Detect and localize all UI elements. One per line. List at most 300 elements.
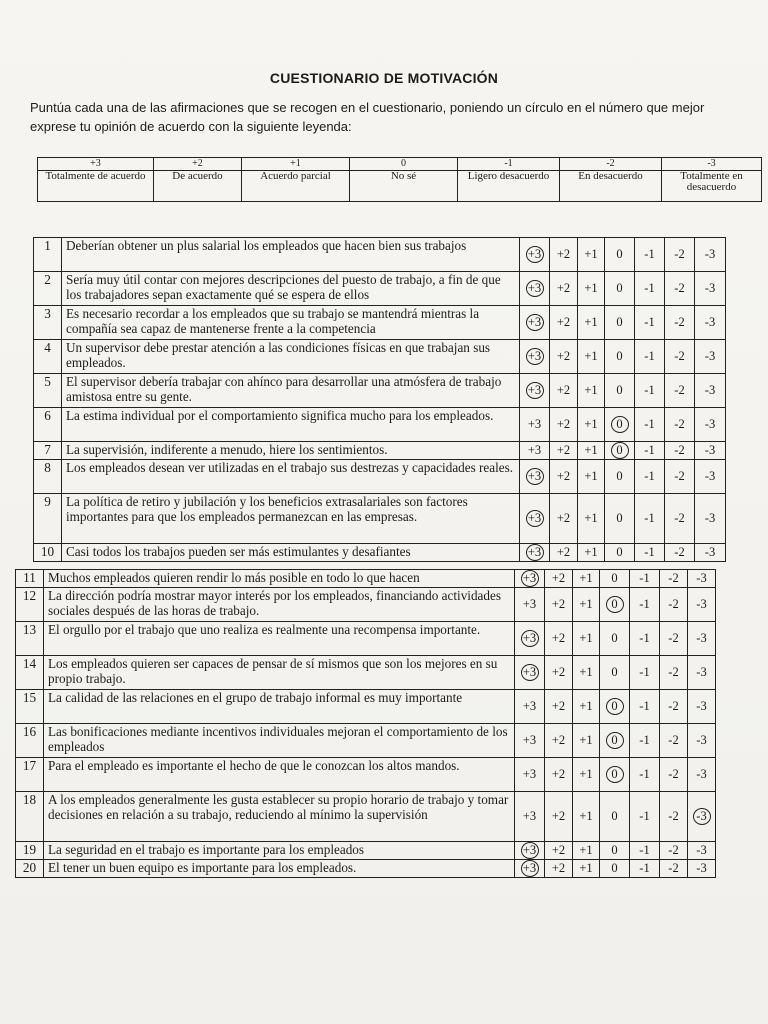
rating-value: -1	[639, 843, 650, 857]
question-text: Los empleados desean ver utilizadas en el trabajo sus destrezas y capacidades reales.	[62, 460, 520, 494]
rating-option[interactable]	[635, 494, 665, 544]
legend-label: Ligero desacuerdo	[458, 171, 560, 202]
rating-option[interactable]	[600, 588, 630, 622]
rating-value: +2	[551, 571, 566, 585]
rating-option[interactable]	[600, 792, 630, 842]
rating-value: -2	[668, 843, 679, 857]
rating-value: -3	[696, 733, 707, 747]
rating-value: +1	[579, 767, 593, 781]
rating-value: -1	[639, 631, 650, 645]
rating-value: -2	[668, 699, 679, 713]
rating-option[interactable]	[515, 860, 545, 878]
rating-option[interactable]	[578, 494, 605, 544]
question-text: Es necesario recordar a los empleados que su trabajo se mantendrá mientras la compañía sea capaz de mantenerse frente a la competencia	[62, 306, 520, 340]
rating-option[interactable]	[515, 842, 545, 860]
rating-option[interactable]	[600, 758, 630, 792]
rating-option[interactable]	[630, 842, 660, 860]
question-row	[16, 588, 716, 622]
rating-option[interactable]	[573, 860, 600, 878]
question-number: 4	[34, 340, 62, 374]
selected-rating-circle: +3	[526, 544, 544, 561]
rating-value: -1	[644, 281, 655, 295]
rating-option[interactable]	[630, 758, 660, 792]
rating-option[interactable]	[660, 860, 688, 878]
question-row	[16, 570, 716, 588]
rating-value: 0	[611, 843, 618, 857]
rating-value: -1	[639, 571, 650, 585]
rating-option[interactable]	[605, 306, 635, 340]
question-text: El tener un buen equipo es importante para los empleados.	[44, 860, 515, 878]
selected-rating-circle: +3	[526, 348, 544, 365]
question-row	[34, 272, 726, 306]
rating-option[interactable]	[515, 622, 545, 656]
rating-value: -2	[668, 597, 679, 611]
rating-option[interactable]	[600, 860, 630, 878]
rating-value: 0	[616, 247, 623, 261]
question-row	[34, 494, 726, 544]
selected-rating-circle: 0	[606, 732, 624, 749]
question-number: 3	[34, 306, 62, 340]
rating-value: +1	[584, 545, 598, 559]
rating-option[interactable]	[600, 622, 630, 656]
legend-value: -1	[458, 158, 560, 171]
rating-option[interactable]	[688, 758, 716, 792]
rating-option[interactable]	[688, 842, 716, 860]
rating-option[interactable]	[635, 544, 665, 562]
question-row	[34, 442, 726, 460]
rating-option[interactable]	[665, 408, 695, 442]
rating-option[interactable]	[515, 724, 545, 758]
legend-label: De acuerdo	[154, 171, 242, 202]
rating-option[interactable]	[550, 408, 578, 442]
rating-option[interactable]	[605, 460, 635, 494]
question-text: La supervisión, indiferente a menudo, hiere los sentimientos.	[62, 442, 520, 460]
question-number: 7	[34, 442, 62, 460]
rating-value: -2	[674, 349, 685, 363]
rating-option[interactable]	[630, 656, 660, 690]
rating-value: 0	[616, 469, 623, 483]
rating-option[interactable]	[573, 656, 600, 690]
rating-option[interactable]	[578, 374, 605, 408]
rating-option[interactable]	[545, 792, 573, 842]
rating-option[interactable]	[515, 588, 545, 622]
rating-value: -2	[668, 861, 679, 875]
rating-option[interactable]	[545, 842, 573, 860]
questions-table-1	[33, 237, 726, 562]
rating-option[interactable]	[660, 690, 688, 724]
rating-option[interactable]	[600, 656, 630, 690]
rating-option[interactable]	[660, 792, 688, 842]
rating-option[interactable]	[605, 374, 635, 408]
question-text: Deberían obtener un plus salarial los empleados que hacen bien sus trabajos	[62, 238, 520, 272]
rating-option[interactable]	[578, 544, 605, 562]
rating-value: +1	[584, 383, 598, 397]
selected-rating-circle: +3	[521, 570, 539, 587]
rating-option[interactable]	[573, 842, 600, 860]
question-text: Para el empleado es importante el hecho de que le conozcan los altos mandos.	[44, 758, 515, 792]
rating-value: -2	[668, 767, 679, 781]
rating-option[interactable]	[600, 842, 630, 860]
rating-value: -3	[696, 665, 707, 679]
rating-value: +1	[579, 571, 593, 585]
selected-rating-circle: +3	[526, 382, 544, 399]
rating-value: -1	[644, 511, 655, 525]
rating-option[interactable]	[660, 622, 688, 656]
rating-option[interactable]	[665, 544, 695, 562]
rating-option[interactable]	[605, 544, 635, 562]
rating-option[interactable]	[578, 306, 605, 340]
rating-option[interactable]	[630, 588, 660, 622]
rating-value: -3	[704, 247, 716, 261]
rating-option[interactable]	[573, 588, 600, 622]
rating-value: -1	[639, 733, 650, 747]
rating-value: 0	[616, 383, 623, 397]
rating-value: +1	[579, 809, 593, 823]
question-text: Un supervisor debe prestar atención a las condiciones físicas en que trabajan sus empleados.	[62, 340, 520, 374]
rating-option[interactable]	[630, 724, 660, 758]
rating-option[interactable]	[695, 238, 726, 272]
question-number: 20	[16, 860, 44, 878]
rating-option[interactable]	[545, 860, 573, 878]
rating-option[interactable]	[578, 340, 605, 374]
rating-value: -3	[696, 767, 707, 781]
rating-value: +2	[556, 247, 571, 261]
rating-option[interactable]	[605, 494, 635, 544]
rating-option[interactable]	[688, 792, 716, 842]
rating-value: -2	[668, 733, 679, 747]
rating-option[interactable]	[665, 272, 695, 306]
rating-option[interactable]	[545, 570, 573, 588]
rating-value: -1	[639, 699, 650, 713]
rating-option[interactable]	[635, 460, 665, 494]
rating-value: -1	[644, 315, 655, 329]
rating-option[interactable]	[605, 408, 635, 442]
rating-option[interactable]	[578, 238, 605, 272]
rating-option[interactable]	[520, 340, 550, 374]
rating-value: -2	[674, 383, 685, 397]
rating-option[interactable]	[520, 408, 550, 442]
rating-option[interactable]	[573, 792, 600, 842]
rating-option[interactable]	[630, 792, 660, 842]
selected-rating-circle: +3	[526, 280, 544, 297]
question-number: 15	[16, 690, 44, 724]
question-number: 17	[16, 758, 44, 792]
rating-option[interactable]	[578, 460, 605, 494]
rating-value: -2	[668, 809, 679, 823]
selected-rating-circle: +3	[526, 468, 544, 485]
rating-option[interactable]	[573, 570, 600, 588]
rating-option[interactable]	[688, 860, 716, 878]
rating-option[interactable]	[550, 544, 578, 562]
rating-value: +2	[551, 843, 566, 857]
question-row	[34, 544, 726, 562]
rating-option[interactable]	[665, 306, 695, 340]
question-number: 11	[16, 570, 44, 588]
rating-option[interactable]	[635, 340, 665, 374]
rating-option[interactable]	[545, 622, 573, 656]
rating-option[interactable]	[545, 588, 573, 622]
rating-value: +2	[556, 417, 571, 431]
question-number: 18	[16, 792, 44, 842]
rating-option[interactable]	[695, 408, 726, 442]
rating-option[interactable]	[550, 460, 578, 494]
question-text: Los empleados quieren ser capaces de pensar de sí mismos que son los mejores en su propio trabajo.	[44, 656, 515, 690]
rating-value: +1	[579, 665, 593, 679]
rating-value: +1	[579, 597, 593, 611]
selected-rating-circle: 0	[606, 766, 624, 783]
rating-option[interactable]	[550, 238, 578, 272]
rating-option[interactable]	[520, 374, 550, 408]
rating-value: +2	[556, 511, 571, 525]
rating-value: +1	[579, 861, 593, 875]
question-number: 5	[34, 374, 62, 408]
question-number: 19	[16, 842, 44, 860]
rating-value: 0	[611, 631, 618, 645]
question-row	[16, 724, 716, 758]
rating-value: +3	[522, 699, 537, 713]
question-number: 10	[34, 544, 62, 562]
rating-value: -2	[674, 511, 685, 525]
rating-value: +3	[522, 767, 537, 781]
rating-value: 0	[611, 809, 618, 823]
rating-value: +2	[556, 281, 571, 295]
legend-value: -3	[662, 158, 762, 171]
rating-option[interactable]	[660, 842, 688, 860]
rating-option[interactable]	[688, 690, 716, 724]
rating-value: 0	[616, 511, 623, 525]
rating-option[interactable]	[688, 588, 716, 622]
rating-option[interactable]	[520, 494, 550, 544]
question-number: 9	[34, 494, 62, 544]
question-row	[16, 690, 716, 724]
legend-label: No sé	[350, 171, 458, 202]
question-text: A los empleados generalmente les gusta establecer su propio horario de trabajo y tomar decisiones en relación a su trabajo, reduciendo al mínimo la supervisión	[44, 792, 515, 842]
rating-option[interactable]	[630, 860, 660, 878]
rating-value: -3	[696, 571, 707, 585]
rating-value: +3	[522, 597, 537, 611]
rating-value: -3	[696, 699, 707, 713]
rating-option[interactable]	[695, 494, 726, 544]
question-number: 6	[34, 408, 62, 442]
rating-value: +3	[527, 417, 542, 431]
selected-rating-circle: +3	[521, 630, 539, 647]
page-title: CUESTIONARIO DE MOTIVACIÓN	[269, 70, 499, 86]
rating-option[interactable]	[660, 758, 688, 792]
rating-option[interactable]	[635, 442, 665, 460]
rating-value: -1	[639, 597, 650, 611]
selected-rating-circle: 0	[611, 416, 629, 433]
question-text: Muchos empleados quieren rendir lo más posible en todo lo que hacen	[44, 570, 515, 588]
rating-value: -2	[674, 443, 685, 457]
rating-option[interactable]	[515, 690, 545, 724]
question-text: La calidad de las relaciones en el grupo de trabajo informal es muy importante	[44, 690, 515, 724]
rating-value: -3	[704, 511, 716, 525]
rating-value: -3	[696, 631, 707, 645]
rating-option[interactable]	[635, 238, 665, 272]
rating-value: +1	[584, 315, 598, 329]
rating-option[interactable]	[520, 442, 550, 460]
selected-rating-circle: +3	[526, 246, 544, 263]
selected-rating-circle: +3	[526, 510, 544, 527]
rating-value: +1	[584, 417, 598, 431]
selected-rating-circle: 0	[611, 442, 629, 459]
rating-value: -1	[644, 545, 655, 559]
rating-option[interactable]	[573, 758, 600, 792]
rating-option[interactable]	[635, 408, 665, 442]
rating-value: +2	[556, 443, 571, 457]
rating-value: +2	[551, 809, 566, 823]
rating-option[interactable]	[515, 792, 545, 842]
rating-value: +2	[551, 733, 566, 747]
rating-option[interactable]	[600, 724, 630, 758]
legend-value: 0	[350, 158, 458, 171]
selected-rating-circle: +3	[521, 664, 539, 681]
rating-option[interactable]	[550, 272, 578, 306]
question-row	[34, 306, 726, 340]
rating-option[interactable]	[520, 238, 550, 272]
rating-value: -1	[644, 247, 655, 261]
rating-option[interactable]	[550, 442, 578, 460]
rating-value: -1	[644, 417, 655, 431]
rating-value: +1	[584, 247, 598, 261]
rating-option[interactable]	[545, 758, 573, 792]
question-number: 16	[16, 724, 44, 758]
question-text: El orgullo por el trabajo que uno realiza es realmente una recompensa importante.	[44, 622, 515, 656]
rating-option[interactable]	[545, 690, 573, 724]
rating-option[interactable]	[520, 272, 550, 306]
question-number: 8	[34, 460, 62, 494]
rating-value: +2	[556, 545, 571, 559]
question-row	[16, 860, 716, 878]
legend-labels-row	[38, 171, 762, 202]
question-row	[34, 238, 726, 272]
selected-rating-circle: +3	[521, 860, 539, 877]
rating-option[interactable]	[550, 374, 578, 408]
question-row	[34, 374, 726, 408]
question-row	[16, 622, 716, 656]
legend-label: Acuerdo parcial	[242, 171, 350, 202]
rating-option[interactable]	[605, 340, 635, 374]
question-number: 14	[16, 656, 44, 690]
rating-option[interactable]	[695, 340, 726, 374]
rating-value: -3	[704, 349, 716, 363]
rating-option[interactable]	[688, 622, 716, 656]
rating-option[interactable]	[695, 460, 726, 494]
rating-value: -2	[674, 315, 685, 329]
rating-option[interactable]	[573, 690, 600, 724]
rating-value: -3	[704, 545, 716, 559]
rating-value: -3	[696, 597, 707, 611]
legend-value: +2	[154, 158, 242, 171]
rating-option[interactable]	[578, 272, 605, 306]
rating-option[interactable]	[635, 306, 665, 340]
rating-option[interactable]	[515, 758, 545, 792]
rating-value: +3	[522, 809, 537, 823]
rating-option[interactable]	[635, 272, 665, 306]
rating-option[interactable]	[573, 622, 600, 656]
rating-value: +1	[584, 469, 598, 483]
rating-option[interactable]	[665, 494, 695, 544]
rating-option[interactable]	[688, 724, 716, 758]
rating-value: -1	[644, 383, 655, 397]
rating-option[interactable]	[545, 724, 573, 758]
rating-value: -3	[696, 861, 707, 875]
rating-value: +2	[551, 631, 566, 645]
rating-value: +2	[551, 861, 566, 875]
rating-option[interactable]	[665, 374, 695, 408]
rating-option[interactable]	[665, 460, 695, 494]
rating-option[interactable]	[515, 570, 545, 588]
rating-option[interactable]	[578, 408, 605, 442]
rating-option[interactable]	[630, 570, 660, 588]
rating-value: -3	[704, 383, 716, 397]
rating-value: +3	[527, 443, 542, 457]
rating-option[interactable]	[695, 272, 726, 306]
rating-option[interactable]	[688, 570, 716, 588]
rating-option[interactable]	[573, 724, 600, 758]
rating-option[interactable]	[660, 570, 688, 588]
rating-option[interactable]	[605, 272, 635, 306]
rating-option[interactable]	[688, 656, 716, 690]
rating-option[interactable]	[605, 238, 635, 272]
rating-value: 0	[616, 545, 623, 559]
rating-option[interactable]	[578, 442, 605, 460]
question-row	[34, 460, 726, 494]
question-text: La dirección podría mostrar mayor interés por los empleados, financiando actividades sociales después de las horas de trabajo.	[44, 588, 515, 622]
rating-option[interactable]	[695, 374, 726, 408]
rating-value: -2	[674, 545, 685, 559]
rating-option[interactable]	[660, 656, 688, 690]
rating-option[interactable]	[660, 724, 688, 758]
rating-value: +2	[551, 597, 566, 611]
rating-value: +1	[579, 631, 593, 645]
legend-value: +1	[242, 158, 350, 171]
rating-option[interactable]	[635, 374, 665, 408]
rating-option[interactable]	[660, 588, 688, 622]
rating-option[interactable]	[665, 442, 695, 460]
rating-option[interactable]	[665, 238, 695, 272]
rating-option[interactable]	[550, 340, 578, 374]
rating-option[interactable]	[515, 656, 545, 690]
selected-rating-circle: +3	[526, 314, 544, 331]
rating-option[interactable]	[630, 690, 660, 724]
rating-option[interactable]	[520, 460, 550, 494]
rating-option[interactable]	[520, 306, 550, 340]
rating-option[interactable]	[550, 494, 578, 544]
rating-option[interactable]	[695, 306, 726, 340]
rating-value: +2	[556, 383, 571, 397]
legend-label: Totalmente en desacuerdo	[662, 171, 762, 202]
rating-value: -3	[704, 443, 716, 457]
rating-option[interactable]	[695, 442, 726, 460]
rating-value: -1	[639, 809, 650, 823]
rating-option[interactable]	[665, 340, 695, 374]
legend-value: +3	[38, 158, 154, 171]
rating-value: -1	[639, 767, 650, 781]
legend-label: Totalmente de acuerdo	[38, 171, 154, 202]
rating-option[interactable]	[695, 544, 726, 562]
rating-option[interactable]	[630, 622, 660, 656]
rating-option[interactable]	[600, 690, 630, 724]
rating-option[interactable]	[605, 442, 635, 460]
rating-option[interactable]	[520, 544, 550, 562]
rating-value: -2	[674, 417, 685, 431]
rating-value: -2	[668, 631, 679, 645]
rating-option[interactable]	[600, 570, 630, 588]
rating-option[interactable]	[545, 656, 573, 690]
rating-option[interactable]	[550, 306, 578, 340]
rating-value: +1	[584, 281, 598, 295]
